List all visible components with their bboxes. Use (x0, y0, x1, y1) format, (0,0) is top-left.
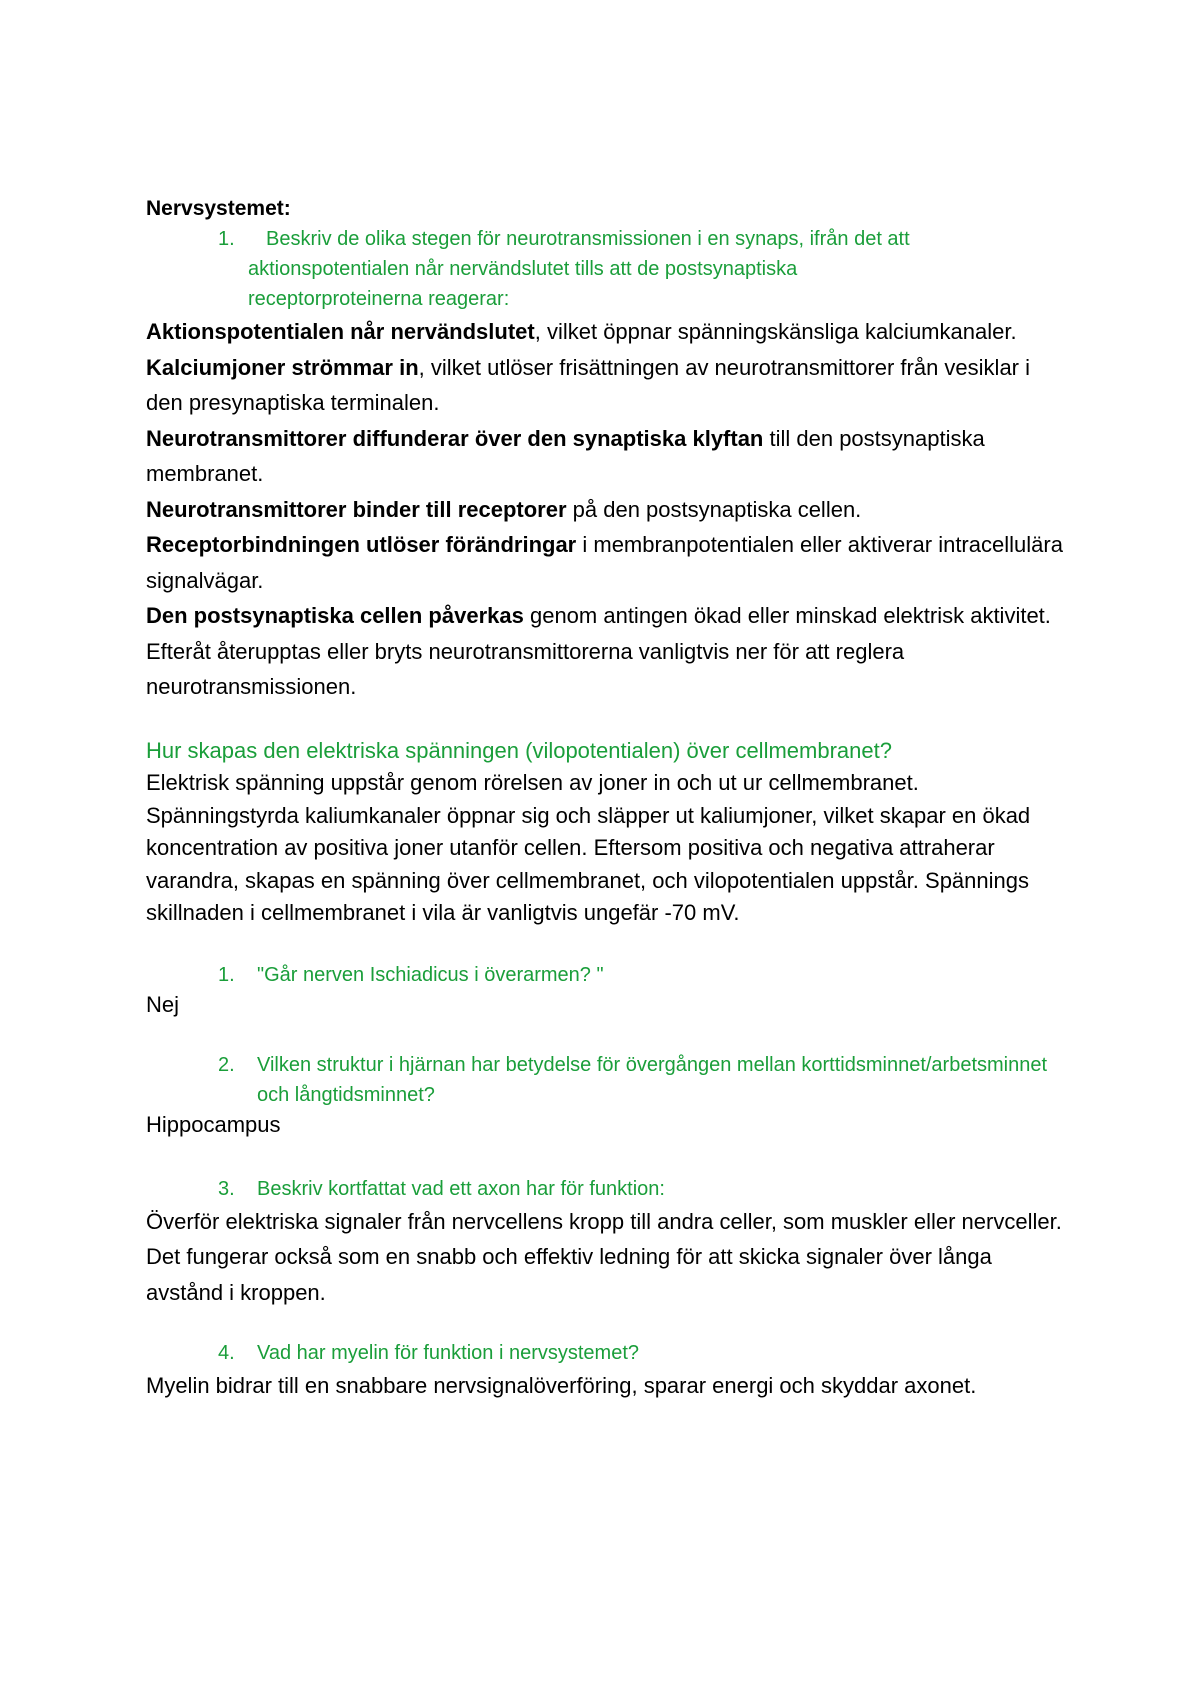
step-item (146, 314, 1066, 350)
question-number: 1. (218, 963, 235, 986)
question-text: Vilken struktur i hjärnan har betydelse för övergången mellan korttidsminnet/arbetsminnet och långtidsminnet? (257, 1053, 1048, 1106)
step-bold: Den postsynaptiska cellen påverkas (146, 603, 524, 628)
step-bold: Receptorbindningen utlöser förändringar (146, 532, 577, 557)
question-intro (146, 224, 1066, 314)
question-number: 4. (218, 1342, 235, 1364)
step-text: till den postsynaptiska membranet. (146, 425, 985, 486)
question-text-line: receptorproteinerna reagerar: (248, 288, 510, 310)
vilo-question: Hur skapas den elektriska spänningen (vilopotentialen) över cellmembranet? (146, 737, 892, 763)
step-text: genom antingen ökad eller minskad elektrisk aktivitet. (523, 603, 1051, 628)
answer-text: Nej (146, 991, 180, 1017)
question-text: Vad har myelin för funktion i nervsystemet? (257, 1342, 640, 1364)
step-text: i membranpotentialen eller aktiverar intracellulära signalvägar. (146, 532, 1063, 593)
answer-text: Hippocampus (146, 1111, 281, 1137)
question-item (146, 960, 1066, 990)
answer-text: Överför elektriska signaler från nervcellens kropp till andra celler, som muskler eller nervceller. Det fungerar också som en snabb och effektiv ledning för att skicka signaler över långa avstånd i kroppen. (146, 1208, 1062, 1305)
step-item (146, 421, 1066, 492)
step-item (146, 527, 1066, 598)
question-text: Beskriv kortfattat vad ett axon har för funktion: (257, 1177, 665, 1200)
step-bold: Neurotransmittorer diffunderar över den synaptiska klyftan (146, 425, 764, 451)
question-item (146, 1338, 1066, 1368)
step-text: , vilket öppnar spänningskänsliga kalciumkanaler. (534, 319, 1017, 344)
step-item (146, 350, 1066, 421)
step-item (146, 598, 1066, 634)
after-steps-text: Efteråt återupptas eller bryts neurotransmittorerna vanligtvis ner för att reglera neurotransmissionen. (146, 638, 905, 699)
step-text: , vilket utlöser frisättningen av neurotransmittorer från vesiklar i den presynaptiska terminalen. (146, 354, 1030, 415)
question-item (146, 1174, 1066, 1204)
question-text: "Går nerven Ischiadicus i överarmen? " (257, 963, 604, 986)
step-text: på den postsynaptiska cellen. (566, 496, 862, 522)
question-number: 3. (218, 1177, 235, 1200)
step-item (146, 492, 1066, 528)
question-text-line: aktionspotentialen når nervändslutet tills att de postsynaptiska (248, 258, 798, 280)
question-number: 2. (218, 1053, 235, 1076)
step-bold: Aktionspotentialen når nervändslutet (146, 319, 535, 344)
question-text-line: Beskriv de olika stegen för neurotransmissionen i en synaps, ifrån det att (266, 228, 910, 250)
step-bold: Kalciumjoner strömmar in (146, 354, 419, 380)
vilo-answer: Elektrisk spänning uppstår genom rörelsen av joner in och ut ur cellmembranet. Spänningstyrda kaliumkanaler öppnar sig och släpper ut kaliumjoner, vilket skapar en ökad koncentration av positiva joner utanför cellen. Eftersom positiva och negativa attraherar varandra, skapas en spänning över cellmembranet, och vilopotentialen uppstår. Spännings skillnaden i cellmembranet i vila är vanligtvis ungefär -70 mV. (146, 770, 1031, 925)
document-page (146, 196, 1066, 1404)
steps-list (146, 314, 1066, 705)
step-bold: Neurotransmittorer binder till receptorer (146, 496, 567, 522)
question-item (146, 1050, 1066, 1110)
question-number: 1. (218, 228, 235, 250)
page-title: Nervsystemet: (146, 197, 291, 220)
answer-text: Myelin bidrar till en snabbare nervsignalöverföring, sparar energi och skyddar axonet. (146, 1373, 977, 1398)
